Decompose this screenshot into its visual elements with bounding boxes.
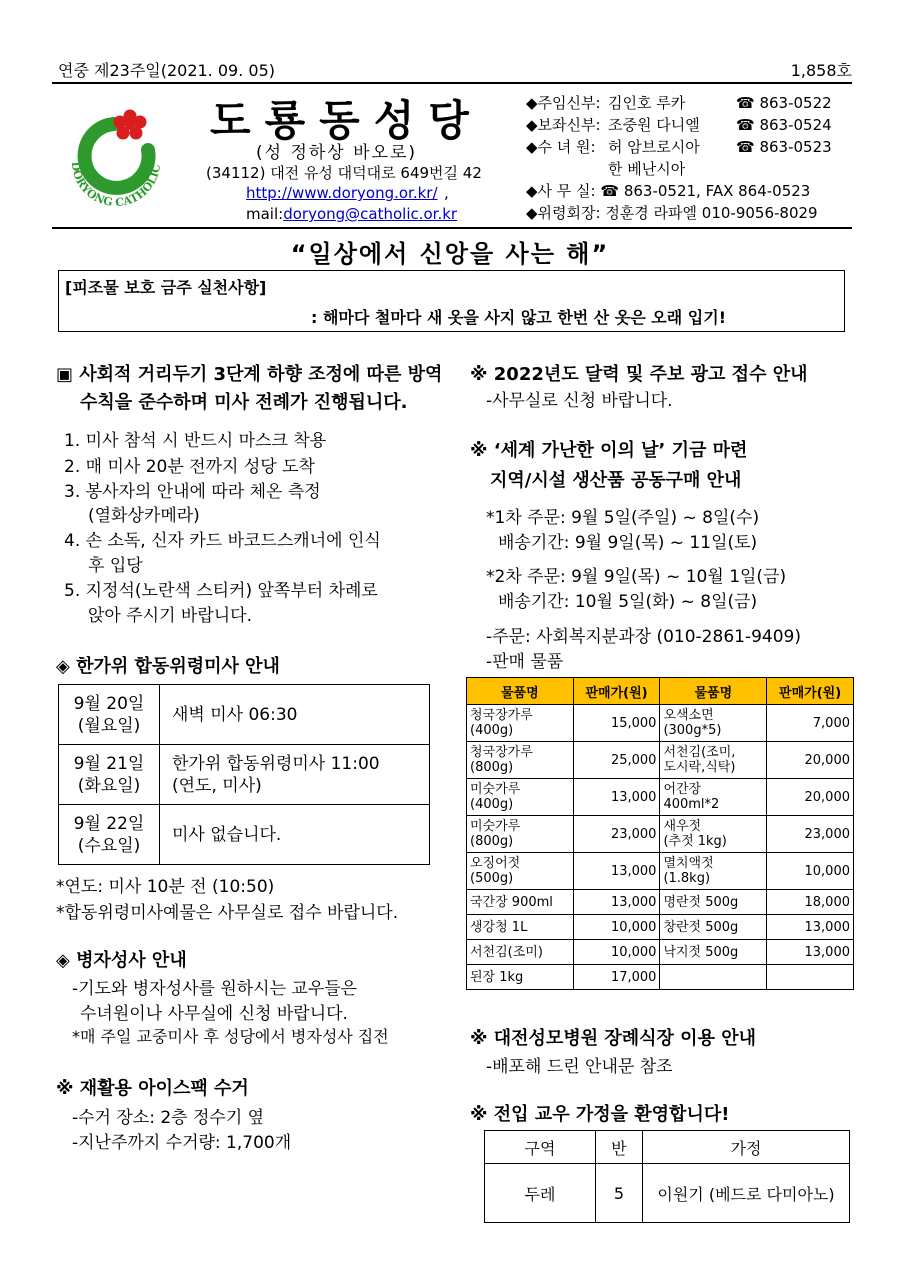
staff-phone: ☎ 863-0523	[736, 138, 832, 156]
product-price: 13,000	[573, 853, 660, 890]
office-contact: ◆사 무 실: ☎ 863-0521, FAX 864-0523	[526, 182, 811, 200]
chuseok-note: *연도: 미사 10분 전 (10:50)	[56, 877, 275, 897]
product-price-table	[466, 677, 854, 990]
product-price: 20,000	[767, 779, 854, 816]
product-price: 7,000	[767, 705, 854, 742]
chuseok-schedule-table	[58, 684, 430, 865]
schedule-date: 9월 21일 (화요일)	[59, 745, 160, 805]
parish-logo	[56, 96, 176, 216]
product-name: 어간장 400ml*2	[660, 779, 767, 816]
schedule-date: 9월 20일 (월요일)	[59, 685, 160, 745]
svg-text:DORYONG CATHOLIC: DORYONG CATHOLIC	[68, 160, 164, 210]
table-row	[59, 805, 430, 865]
staff-row	[526, 92, 832, 113]
product-name: 낙지젓 500g	[660, 940, 767, 965]
product-name: 국간장 900ml	[467, 890, 574, 915]
column-header: 가정	[643, 1131, 850, 1164]
order-contact: -주문: 사회복지분과장 (010-2861-9409)	[486, 627, 801, 647]
product-name: 된장 1kg	[467, 965, 574, 990]
product-name: 멸치액젓 (1.8kg)	[660, 853, 767, 890]
staff-role: ◆수 녀 원:	[526, 138, 596, 156]
schedule-content: 한가위 합동위령미사 11:00 (연도, 미사)	[160, 745, 430, 805]
parish-address: (34112) 대전 유성 대덕대로 649번길 42	[206, 164, 482, 182]
product-price: 17,000	[573, 965, 660, 990]
staff-name: 김인호 루카	[608, 94, 686, 112]
parish-name: 도룡동성당	[210, 96, 483, 145]
email-link[interactable]: doryong@catholic.or.kr	[283, 205, 458, 223]
district-cell: 두레	[485, 1164, 596, 1223]
staff-name: 허 암브로시아	[608, 138, 700, 156]
poverty-title: ※ ‘세계 가난한 이의 날’ 기금 마련	[470, 440, 748, 461]
rule-item: 2. 매 미사 20분 전까지 성당 도착	[64, 457, 315, 477]
column-header: 반	[596, 1131, 643, 1164]
table-header-row	[485, 1131, 850, 1164]
icepack-title: ※ 재활용 아이스팩 수거	[56, 1078, 249, 1099]
patron-saint: (성 정하상 바오로)	[256, 143, 418, 163]
shipping-period: 배송기간: 10월 5일(화) ~ 8일(금)	[498, 592, 758, 612]
table-row	[467, 965, 854, 990]
header-divider-top	[52, 82, 852, 84]
column-header: 물품명	[467, 678, 574, 705]
product-price: 23,000	[767, 816, 854, 853]
funeral-text: -배포해 드린 안내문 참조	[486, 1057, 673, 1077]
product-name: 청국장가루 (400g)	[467, 705, 574, 742]
schedule-date: 9월 22일 (수요일)	[59, 805, 160, 865]
rule-item-cont: 후 입당	[88, 556, 143, 576]
schedule-content: 새벽 미사 06:30	[160, 685, 430, 745]
table-header-row	[467, 678, 854, 705]
product-price: 13,000	[573, 779, 660, 816]
funeral-title: ※ 대전성모병원 장례식장 이용 안내	[470, 1028, 756, 1049]
product-name: 서천김(조미)	[467, 940, 574, 965]
product-price: 15,000	[573, 705, 660, 742]
chuseok-title: ◈ 한가위 합동위령미사 안내	[56, 656, 280, 677]
rule-item: 4. 손 소독, 신자 카드 바코드스캐너에 인식	[64, 531, 381, 551]
website-link-punct: ,	[444, 184, 449, 202]
chuseok-note: *합동위령미사예물은 사무실로 접수 바랍니다.	[56, 903, 399, 923]
ban-cell: 5	[596, 1164, 643, 1223]
product-name: 미숫가루 (800g)	[467, 816, 574, 853]
table-row	[467, 890, 854, 915]
email-line	[246, 205, 457, 223]
product-price: 18,000	[767, 890, 854, 915]
column-header: 물품명	[660, 678, 767, 705]
product-name: 명란젓 500g	[660, 890, 767, 915]
table-row	[467, 742, 854, 779]
product-price: 13,000	[767, 940, 854, 965]
table-row	[467, 940, 854, 965]
sick-text: -기도와 병자성사를 원하시는 교우들은	[72, 979, 358, 999]
rule-item: 1. 미사 참석 시 반드시 마스크 착용	[64, 431, 327, 451]
rule-item: 3. 봉사자의 안내에 따라 체온 측정	[64, 482, 321, 502]
product-price: 23,000	[573, 816, 660, 853]
order-period: *2차 주문: 9월 9일(목) ~ 10월 1일(금)	[486, 567, 787, 587]
welcome-title: ※ 전입 교우 가정을 환영합니다!	[470, 1104, 730, 1125]
practice-text: : 해마다 철마다 새 옷을 사지 않고 한번 산 옷은 오래 입기!	[311, 308, 727, 327]
product-price: 13,000	[573, 890, 660, 915]
product-price	[767, 965, 854, 990]
schedule-content: 미사 없습니다.	[160, 805, 430, 865]
product-price: 20,000	[767, 742, 854, 779]
staff-phone: ☎ 863-0522	[736, 94, 832, 112]
staff-row	[526, 158, 736, 179]
calendar-ad-text: -사무실로 신청 바랍니다.	[486, 391, 673, 411]
sick-text: 수녀원이나 사무실에 신청 바랍니다.	[80, 1004, 348, 1024]
product-name: 생강청 1L	[467, 915, 574, 940]
shipping-period: 배송기간: 9월 9일(목) ~ 11일(토)	[498, 533, 758, 553]
staff-row	[526, 114, 832, 135]
table-row	[485, 1164, 850, 1223]
distancing-title-cont: 수칙을 준수하며 미사 전례가 진행됩니다.	[80, 392, 408, 413]
icepack-text: -수거 장소: 2층 정수기 옆	[72, 1108, 265, 1128]
table-row	[467, 779, 854, 816]
product-price: 25,000	[573, 742, 660, 779]
product-price: 10,000	[573, 915, 660, 940]
column-header: 구역	[485, 1131, 596, 1164]
rule-item-cont: 앉아 주시기 바랍니다.	[88, 606, 253, 626]
product-name: 오색소면 (300g*5)	[660, 705, 767, 742]
product-name: 창란젓 500g	[660, 915, 767, 940]
creation-care-box	[58, 270, 845, 332]
issue-date: 연중 제23주일(2021. 09. 05)	[58, 61, 275, 80]
new-family-table	[484, 1130, 850, 1223]
practice-title: [피조물 보호 금주 실천사항]	[65, 278, 267, 297]
table-row	[467, 816, 854, 853]
sick-text: *매 주일 교중미사 후 성당에서 병자성사 집전	[72, 1027, 389, 1046]
table-row	[59, 685, 430, 745]
product-price: 13,000	[767, 915, 854, 940]
staff-role: ◆보좌신부:	[526, 116, 601, 134]
council-contact: ◆위령회장: 정훈경 라파엘 010-9056-8029	[526, 204, 818, 222]
staff-row	[526, 136, 832, 157]
column-header: 판매가(원)	[573, 678, 660, 705]
rule-item-cont: (열화상카메라)	[88, 506, 200, 526]
column-header: 판매가(원)	[767, 678, 854, 705]
product-price: 10,000	[573, 940, 660, 965]
product-price: 10,000	[767, 853, 854, 890]
sick-title: ◈ 병자성사 안내	[56, 950, 187, 971]
table-row	[59, 745, 430, 805]
website-link[interactable]: http://www.doryong.or.kr/	[246, 184, 438, 202]
product-name: 청국장가루 (800g)	[467, 742, 574, 779]
email-prefix: mail:	[246, 205, 284, 223]
rule-item: 5. 지정석(노란색 스티커) 앞쪽부터 차례로	[64, 581, 378, 601]
staff-phone: ☎ 863-0524	[736, 116, 832, 134]
product-name: 미숫가루 (400g)	[467, 779, 574, 816]
table-row	[467, 705, 854, 742]
header-divider-bottom	[52, 227, 852, 229]
table-row	[467, 915, 854, 940]
family-cell: 이원기 (베드로 다미아노)	[643, 1164, 850, 1223]
year-theme: “일상에서 신앙을 사는 해”	[290, 240, 610, 268]
product-name: 오징어젓 (500g)	[467, 853, 574, 890]
items-label: -판매 물품	[486, 652, 564, 672]
order-period: *1차 주문: 9월 5일(주일) ~ 8일(수)	[486, 508, 760, 528]
staff-name: 조중원 다니엘	[608, 116, 700, 134]
issue-number: 1,858호	[790, 61, 852, 80]
poverty-subtitle: 지역/시설 생산품 공동구매 안내	[490, 470, 742, 491]
distancing-title: ▣ 사회적 거리두기 3단계 하향 조정에 따른 방역	[56, 364, 443, 385]
product-name: 새우젓 (추젓 1kg)	[660, 816, 767, 853]
table-row	[467, 853, 854, 890]
product-name	[660, 965, 767, 990]
product-name: 서천김(조미, 도시락,식탁)	[660, 742, 767, 779]
staff-role: ◆주임신부:	[526, 94, 601, 112]
calendar-ad-title: ※ 2022년도 달력 및 주보 광고 접수 안내	[470, 364, 808, 385]
icepack-text: -지난주까지 수거량: 1,700개	[72, 1133, 292, 1153]
staff-name: 한 베난시아	[608, 160, 686, 178]
